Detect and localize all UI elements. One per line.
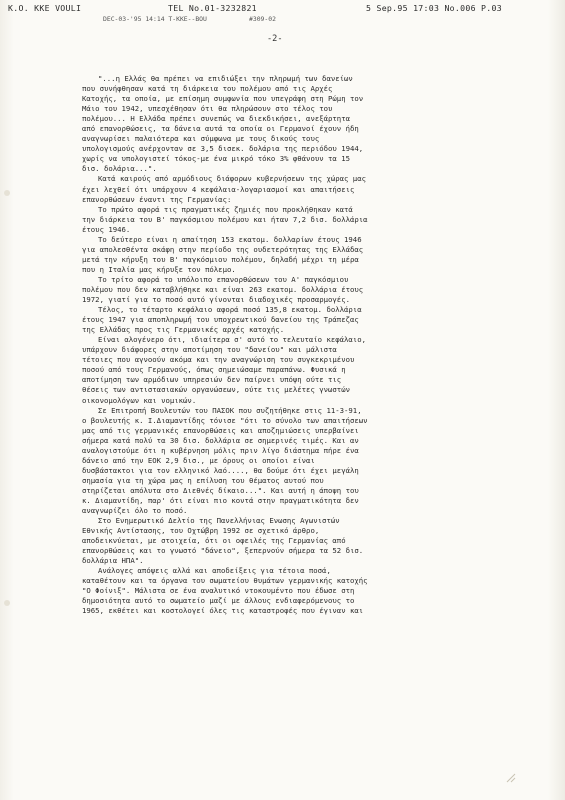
text-line: Στο Ενημερωτικό Δελτίο της Πανελλήνιας Ενωσης Αγωνιστών [98,516,340,526]
text-line: οικονομολόγων και νομικών. [82,395,197,405]
paragraph [82,275,517,305]
text-line: θέσεις των αντιστασιακών οργανώσεων, ούτε τις μελέτες γνωστών [82,385,350,395]
text-line: αναγνωρίσει παλαιότερα και σύμφωνα με τους δικούς τους [82,134,320,144]
fax-header [8,3,556,15]
text-line: υπάρχουν διάφορες στην αποτίμηση του "δανείου" και μάλιστα [82,345,337,355]
text-line: δημοσιότητα αυτό το σωματείο μαζί με άλλους ενδιαφερόμενους το [82,596,355,606]
text-line: 1972, γιατί για το ποσό αυτό γίνονται διαδοχικές προσαρμογές. [82,295,350,305]
fax-datetime: 5 Sep.95 17:03 No.006 P.03 [366,3,502,13]
paragraph [82,406,517,517]
text-line: έχει λεχθεί ότι υπάρχουν 4 κεφάλαια-λογαριασμοί και απαιτήσεις [82,184,355,194]
text-line: αναλογιστούμε ότι η κυβέρνηση μόλις πριν λίγο διάστημα πήρε ένα [82,445,359,455]
text-line: δολλάρια ΗΠΑ". [82,556,144,566]
text-line: ποσού από τους Γερμανούς, όπως σημειώσαμε παραπάνω. Φυσικά η [82,365,346,375]
text-line: για απολεσθέντα σκάφη στην περίοδο της ουδετερότητας της Ελλάδας [82,244,364,254]
paragraph [82,566,517,616]
fax-telephone: TEL No.01-3232821 [168,3,257,13]
text-line: υπολογισμούς ανέρχονταν σε 3,5 δισεκ. δολάρια της περιόδου 1944, [82,144,364,154]
text-line: της Ελλάδας προς τις Γερμανικές αρχές κατοχής. [82,325,285,335]
paragraph [82,74,517,174]
text-line: καταθέτουν και τα όργανα του σωματείου θυμάτων γερμανικής κατοχής [82,576,368,586]
text-line: δυσβάστακτοι για τον ελληνικό λαό...., θα δούμε ότι έχει μεγάλη [82,465,359,475]
paragraph [82,235,517,275]
text-line: Σε Επιτροπή Βουλευτών του ΠΑΣΟΚ που συζητήθηκε στις 11-3-91, [98,405,362,415]
text-line: δάνειο από την ΕΟΚ 2,9 δισ., με όρους οι οποίοι είναι [82,455,315,465]
text-line: αναγνωρίζει όλο το ποσό. [82,506,188,516]
text-line: στηρίζεται απόλυτα στο Διεθνές δίκαιο...". Και αυτή η άποψη του [82,485,359,495]
text-line: σήμερα κατά πολύ τα 30 δισ. δολλάρια σε σημερινές τιμές. Και αν [82,435,359,445]
document-body [82,74,517,617]
text-line: επανορθώσεων έναντι της Γερμανίας: [82,194,232,204]
text-line: Είναι αλογένερο ότι, ιδιαίτερα σ' αυτό το τελευταίο κεφάλαιο, [98,335,366,345]
text-line: Κατοχής, τα οποία, με επίσημη συμφωνία που υπεγράφη στη Ρώμη τον [82,94,364,104]
text-line: τέτοιες που αγνοούν ακόμα και την αναγνώριση του συγκεκριμένου [82,355,355,365]
text-line: Το πρώτο αφορά τις πραγματικές ζημιές που προκλήθηκαν κατά [98,204,353,214]
paragraph [82,305,517,335]
paragraph [82,516,517,566]
text-line: κ. Διαμαντίδη, παρ' ότι είναι πιο κοντά στην πραγματικότητα δεν [82,495,359,505]
paragraph [82,174,517,204]
text-line: που συνήφθησαν κατά τη διάρκεια του πολέμου από τις Αρχές [82,84,333,94]
text-line: έτους 1946. [82,224,131,234]
fax-sub-ref: #309-02 [249,15,276,23]
paragraph [82,205,517,235]
text-line: αποδεικνύεται, με στοιχεία, ότι οι οφειλές της Γερμανίας από [82,536,346,546]
punch-hole [4,190,10,196]
page-number: -2- [267,34,283,44]
fax-sender: K.O. KKE VOULI [8,3,82,13]
fax-sub-date: DEC-03-'95 14:14 T-KKE--BOU [103,15,207,23]
text-line: επανορθώσεις και το γνωστό "δάνειο", ξεπερνούν σήμερα τα 52 δισ. [82,546,364,556]
text-line: πολέμου... Η Ελλάδα πρέπει συνεπώς να διεκδικήσει, ανεξάρτητα [82,114,350,124]
paragraph [82,335,517,405]
fax-transmission-line [103,15,403,25]
text-line: Μάιο του 1942, υπεσχέθησαν ότι θα πληρώσουν στο τέλος του [82,104,333,114]
corner-mark-icon [506,773,516,783]
text-line: μετά την κήρυξη του Β' παγκόσμιου πολέμου, δηλαδή μέχρι τη μέρα [82,254,359,264]
text-line: μας από τις γερμανικές επανορθώσεις και αποζημιώσεις υπερβαίνει [82,425,359,435]
text-line: σημασία για τη χώρα μας η επίλυση του θέματος αυτού που [82,475,324,485]
punch-hole [4,600,10,606]
text-line: Το τρίτο αφορά το υπόλοιπο επανορθώσεων του Α' παγκόσμιου [98,274,349,284]
text-line: "...η Ελλάς θα πρέπει να επιδιώξει την πληρωμή των δανείων [98,74,353,83]
text-line: "Ο Φοίνιξ". Μάλιστα σε ένα αναλυτικό ντοκουμέντο που έδωσε στη [82,586,355,596]
text-line: έτους 1947 για αποπληρωμή του υποχρεωτικού δανείου της Τράπεζας [82,315,359,325]
text-line: από επανορθώσεις, τα δάνεια αυτά τα οποία οι Γερμανοί έχουν ήδη [82,124,359,134]
text-line: Κατά καιρούς από αρμόδιους διάφορων κυβερνήσεων της χώρας μας [98,174,366,184]
text-line: Ανάλογες απόψεις αλλά και αποδείξεις για τέτοια ποσά, [98,566,331,576]
text-line: 1965, εκθέτει και κοστολογεί όλες τις καταστροφές που έγιναν και [82,606,364,616]
text-line: χωρίς να υπολογιστεί τόκος-με ένα μικρό τόκο 3% φθάνουν τα 15 [82,154,350,164]
text-line: Το δεύτερο είναι η απαίτηση 153 εκατομ. δολλαρίων έτους 1946 [98,234,362,244]
text-line: την διάρκεια του Β' παγκόσμιου πολέμου και ήταν 7,2 δισ. δολλάρια [82,214,368,224]
text-line: Τέλος, το τέταρτο κεφάλαιο αφορά ποσό 135,8 εκατομ. δολλάρια [98,305,362,315]
text-line: Εθνικής Αντίστασης, του Οχτώβρη 1992 σε σχετικό άρθρο, [82,526,320,536]
text-line: ο βουλευτής κ. Ι.Διαμαντίδης τόνισε "ότι το σύνολο των απαιτήσεων [82,415,368,425]
text-line: που η Ιταλία μας κήρυξε τον πόλεμο. [82,264,236,274]
text-line: δισ. δολάρια...". [82,164,157,174]
text-line: πολέμου που δεν καταβλήθηκε και είναι 263 εκατομ. δολλάρια έτους [82,284,364,294]
text-line: αποτίμηση των αρμόδιων υπηρεσιών δεν παίρνει υπόψη ούτε τις [82,375,342,385]
